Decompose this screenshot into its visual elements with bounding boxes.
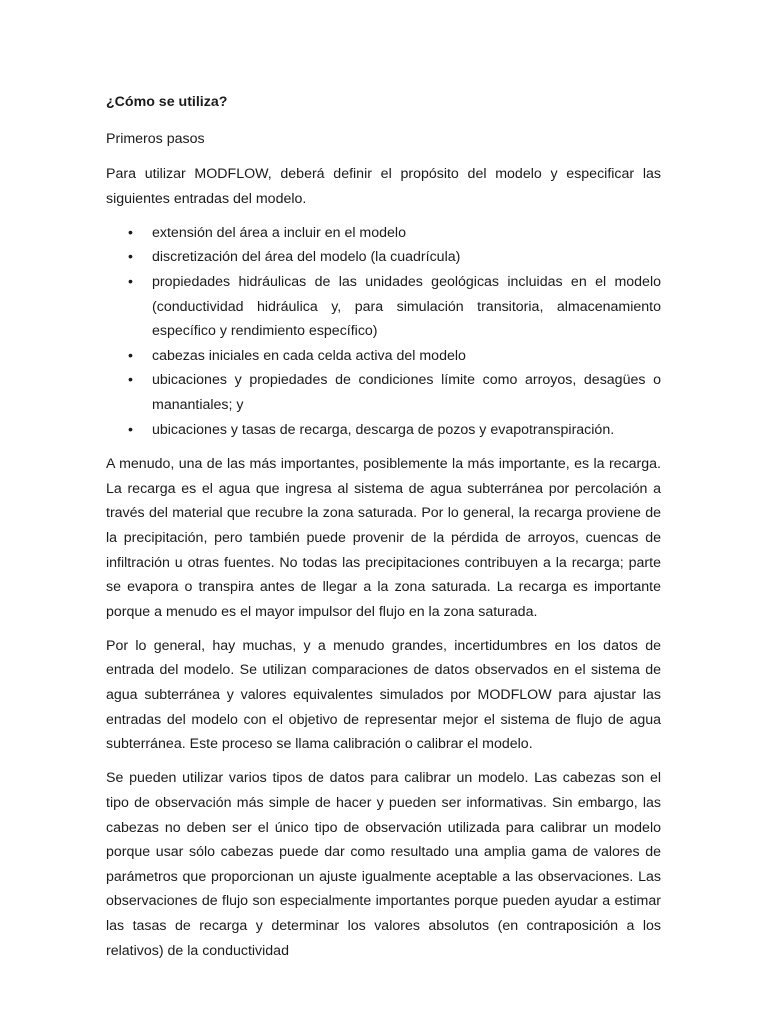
list-item-text: discretización del área del modelo (la cuadrícula) bbox=[152, 249, 461, 266]
bullet-icon: • bbox=[128, 224, 133, 241]
bullet-icon: • bbox=[128, 372, 133, 389]
input-list bbox=[106, 221, 661, 442]
list-item-text: cabezas iniciales en cada celda activa del modelo bbox=[152, 347, 466, 364]
section-heading: ¿Cómo se utiliza? bbox=[106, 94, 228, 110]
bullet-icon: • bbox=[128, 347, 133, 364]
observation-data-paragraph: Se pueden utilizar varios tipos de datos para calibrar un modelo. Las cabezas son el tipo de observación más simple de hacer y pueden ser informativas. Sin embargo, las cabezas no deben ser el único tipo de observación utilizada para calibrar un modelo porque usar sólo cabezas puede dar como resultado una amplia gama de valores de parámetros que proporcionan un ajuste igualmente aceptable a las observaciones. Las observaciones de flujo son especialmente importantes porque pueden ayudar a estimar las tasas de recarga y determinar los valores absolutos (en contraposición a los relativos) de la conductividad bbox=[106, 770, 661, 959]
bullet-icon: • bbox=[128, 249, 133, 266]
document-page bbox=[106, 90, 661, 973]
bullet-icon: • bbox=[128, 274, 133, 291]
list-item-text: ubicaciones y tasas de recarga, descarga de pozos y evapotranspiración. bbox=[152, 421, 615, 438]
list-item bbox=[106, 344, 661, 369]
list-item bbox=[106, 245, 661, 270]
list-item bbox=[106, 270, 661, 344]
calibration-paragraph: Por lo general, hay muchas, y a menudo grandes, incertidumbres en los datos de entrada del modelo. Se utilizan comparaciones de datos observados en el sistema de agua subterránea y valores equivalentes simulados por MODFLOW para ajustar las entradas del modelo con el objetivo de representar mejor el sistema de flujo de agua subterránea. Este proceso se llama calibración o calibrar el modelo. bbox=[106, 637, 661, 753]
list-item bbox=[106, 418, 661, 443]
list-item-text: extensión del área a incluir en el modelo bbox=[152, 224, 406, 241]
list-item bbox=[106, 221, 661, 246]
list-item bbox=[106, 368, 661, 417]
section-subheading: Primeros pasos bbox=[106, 130, 205, 147]
list-item-text: propiedades hidráulicas de las unidades geológicas incluidas en el modelo (conductividad hidráulica y, para simulación transitoria, almacenamiento específico y rendimiento específico) bbox=[152, 274, 661, 340]
recharge-paragraph: A menudo, una de las más importantes, posiblemente la más importante, es la recarga. La recarga es el agua que ingresa al sistema de agua subterránea por percolación a través del material que recubre la zona saturada. Por lo general, la recarga proviene de la precipitación, pero también puede provenir de la pérdida de arroyos, cuencas de infiltración u otras fuentes. No todas las precipitaciones contribuyen a la recarga; parte se evapora o transpira antes de llegar a la zona saturada. La recarga es importante porque a menudo es el mayor impulsor del flujo en la zona saturada. bbox=[106, 456, 661, 620]
intro-paragraph: Para utilizar MODFLOW, deberá definir el propósito del modelo y especificar las siguientes entradas del modelo. bbox=[106, 166, 661, 207]
bullet-icon: • bbox=[128, 421, 133, 438]
list-item-text: ubicaciones y propiedades de condiciones límite como arroyos, desagües o manantiales; y bbox=[152, 372, 661, 414]
